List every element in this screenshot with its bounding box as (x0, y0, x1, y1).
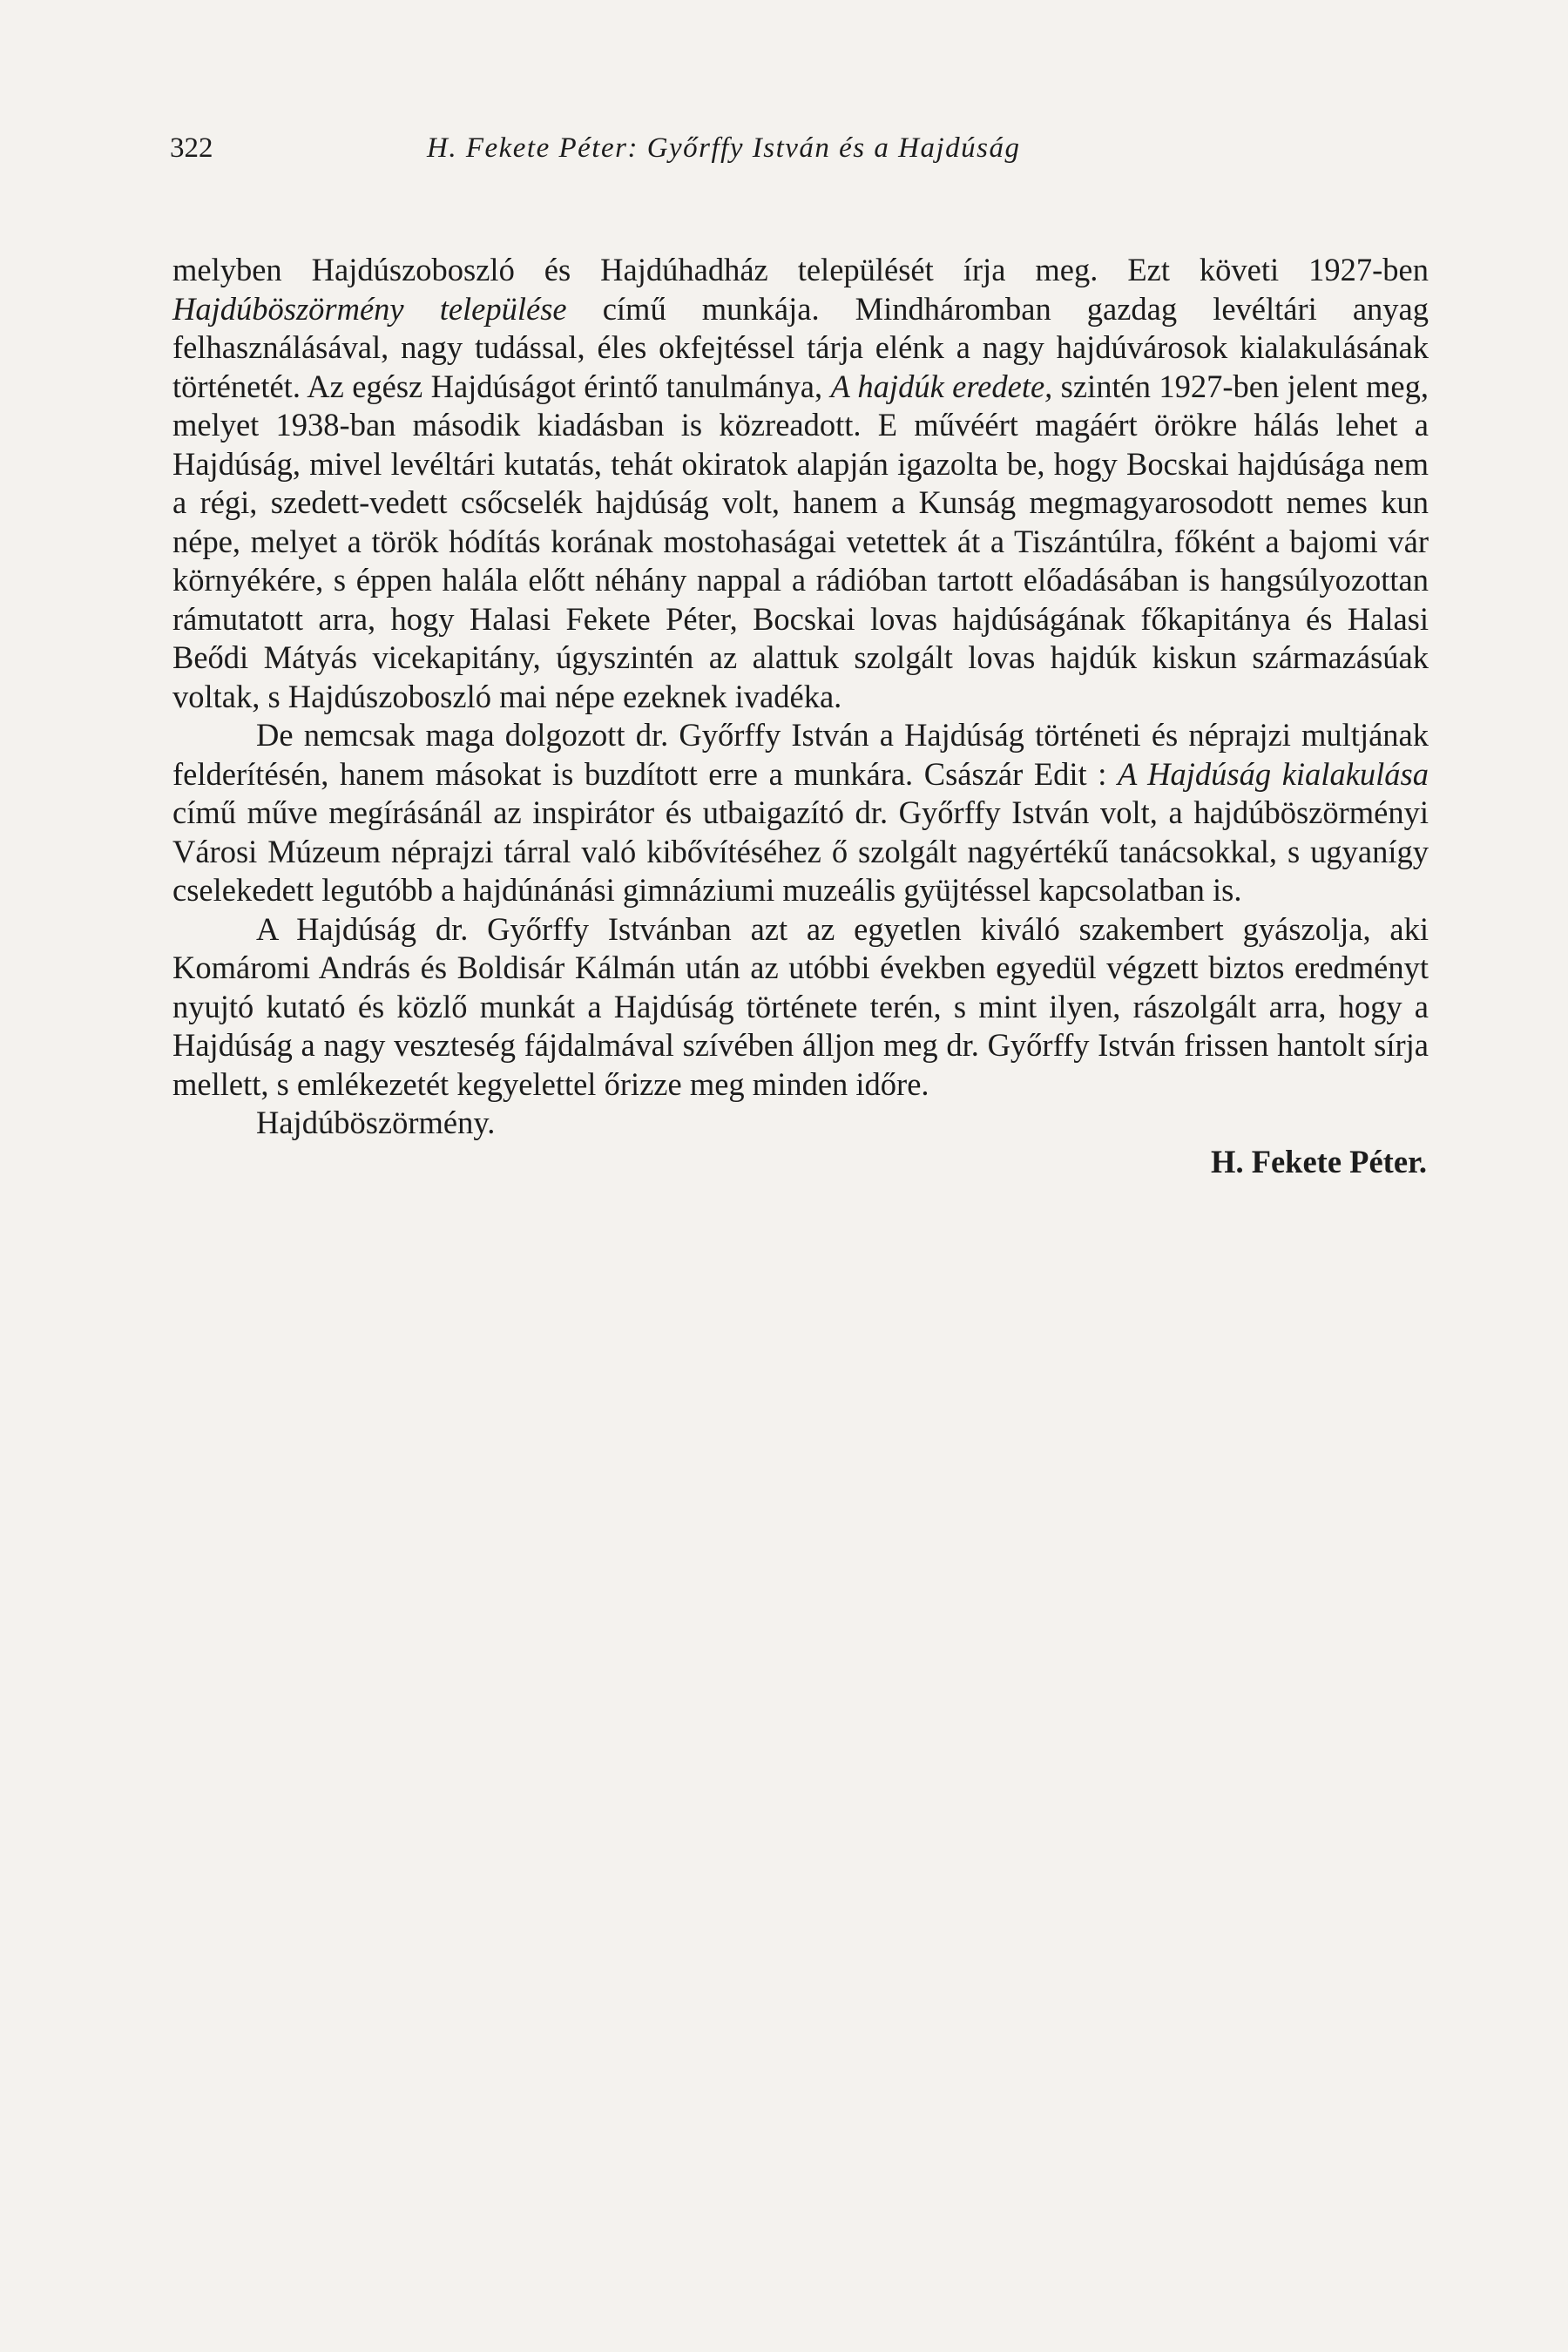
work-title-hajdusag-kialakulasa: A Hajdúság kialakulása (1117, 755, 1429, 792)
work-title-hajduboszormeny: Hajdúböszörmény települése (172, 290, 567, 327)
paragraph-1-text-a: melyben Hajdúszoboszló és Hajdúhadház települését írja meg. Ezt követi 1927-ben (172, 252, 1429, 287)
paragraph-2-text-a: De nemcsak maga dolgozott dr. Győrffy István a Hajdúság történeti és néprajzi multjának felderítésén, hanem másokat is buzdított erre a munkára. Császár Edit : (172, 717, 1429, 792)
place-line: Hajdúböszörmény. (256, 1105, 496, 1140)
article-body (172, 251, 1429, 1181)
paragraph-1-text-c: szintén 1927-ben jelent meg, melyet 1938-ban második kiadásban is közreadott. E művéért magáért örökre hálás lehet a Hajdúság, mivel levéltári kutatás, tehát okiratok alapján igazolta be, hogy Bocskai hajdúsága nem a régi, szedett-vedett csőcselék hajdúság volt, hanem a Kunság megmagyarosodott nemes kun népe, melyet a török hódítás korának mostohaságai vetettek át a Tiszántúlra, főként a bajomi vár környékére, s éppen halála előtt néhány nappal a rádióban tartott előadásában is hangsúlyozottan rámutatott arra, hogy Halasi Fekete Péter, Bocskai lovas hajdúságának főkapitánya és Halasi Beődi Mátyás vicekapitány, úgyszintén az alattuk szolgált lovas hajdúk kiskun származásúak voltak, s Hajdúszoboszló mai népe ezeknek ivadéka. (172, 368, 1429, 714)
paragraph-2 (172, 716, 1429, 910)
paragraph-1-text-b: című munkája. Mindháromban gazdag levéltári anyag felhasználásával, nagy tudással, éles okfejtéssel tárja elénk a nagy hajdúvárosok kialakulásának történetét. Az egész Hajdúságot érintő tanulmánya, (172, 290, 1429, 404)
paragraph-2-text-b: című műve megírásánál az inspirátor és utbaigazító dr. Győrffy István volt, a hajdúböszörményi Városi Múzeum néprajzi tárral való kibővítéséhez ő szolgált nagyértékű tanácsokkal, s ugyanígy cselekedett legutóbb a hajdúnánási gimnáziumi muzeális gyüjtéssel kapcsolatban is. (172, 794, 1429, 908)
running-title: H. Fekete Péter: Győrffy István és a Hajdúság (427, 132, 1021, 164)
page-number: 322 (170, 132, 213, 164)
paragraph-1 (172, 251, 1429, 716)
author-signature: H. Fekete Péter. (1211, 1143, 1427, 1179)
running-header (170, 132, 1442, 176)
work-title-hajduk-eredete: A hajdúk eredete, (830, 368, 1053, 404)
paragraph-3: A Hajdúság dr. Győrffy Istvánban azt az egyetlen kiváló szakembert gyászolja, aki Komáromi András és Boldisár Kálmán után az utóbbi években egyedül végzett biztos eredményt nyujtó kutató és közlő munkát a Hajdúság története terén, s mint ilyen, rászolgált arra, hogy a Hajdúság a nagy veszteség fájdalmával szívében álljon meg dr. Győrffy István frissen hantolt sírja mellett, s emlékezetét kegyelettel őrizze meg minden időre. (172, 910, 1429, 1102)
